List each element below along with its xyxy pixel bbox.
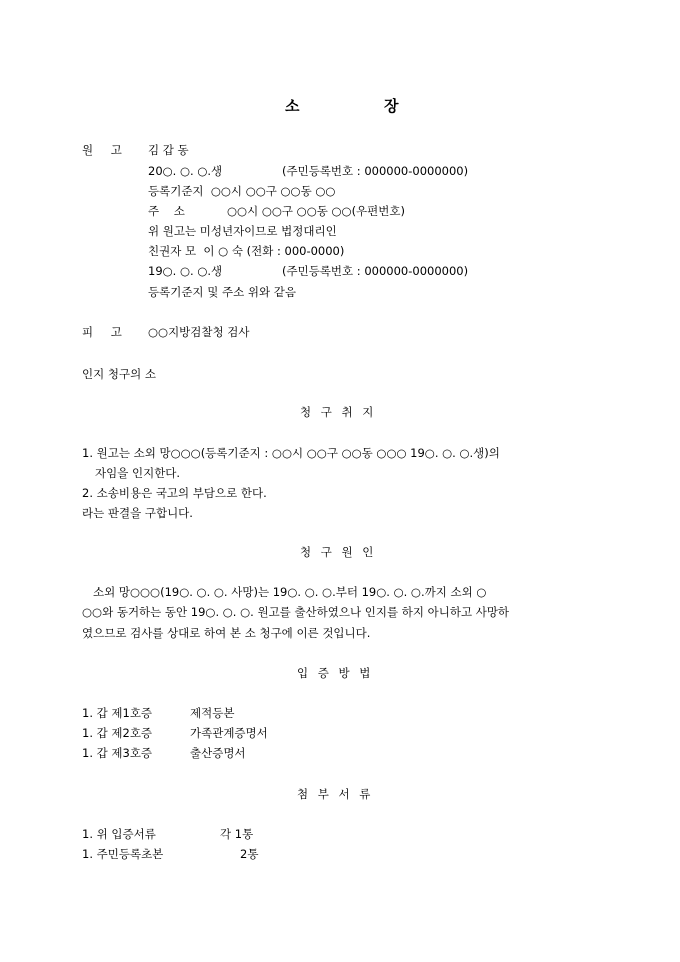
evidence-item-label: 1. 갑 제3호증: [82, 746, 153, 760]
evidence-item-label: 1. 갑 제1호증: [82, 706, 153, 720]
guardian-info: 친권자 모 이 ○ 숙 (전화 : 000-0000): [148, 244, 345, 258]
title-char-1: 소: [285, 97, 300, 115]
evidence-heading: 입 증 방 법: [297, 666, 371, 680]
attachment-item-label: 1. 주민등록초본: [82, 847, 164, 861]
attachment-item-value: 각 1통: [220, 827, 254, 841]
guardian-birth: 19○. ○. ○.생: [148, 264, 223, 278]
plaintiff-address: ○○시 ○○구 ○○동 ○○(우편번호): [227, 204, 405, 218]
cause-heading: 청 구 원 인: [300, 545, 374, 559]
plaintiff-rrn: (주민등록번호 : 000000-0000000): [282, 164, 469, 178]
cause-line-2: ○○와 동거하는 동안 19○. ○. ○. 원고를 출산하였으나 인지를 하지 아니하고 사망하: [82, 605, 510, 619]
guardian-rrn: (주민등록번호 : 000000-0000000): [282, 264, 469, 278]
evidence-item-value: 출산증명서: [190, 746, 246, 760]
defendant-label: 피 고: [82, 325, 122, 339]
purpose-item-1-line-2: 자임을 인지한다.: [95, 466, 181, 480]
purpose-item-2: 2. 소송비용은 국고의 부담으로 한다.: [82, 486, 267, 500]
plaintiff-registry: 등록기준지 ○○시 ○○구 ○○동 ○○: [148, 184, 336, 198]
evidence-item-label: 1. 갑 제2호증: [82, 726, 153, 740]
title-char-2: 장: [384, 97, 399, 115]
cause-line-1: 소외 망○○○(19○. ○. ○. 사망)는 19○. ○. ○.부터 19○. ○. ○.까지 소외 ○: [93, 585, 487, 599]
case-name: 인지 청구의 소: [82, 367, 156, 381]
evidence-item-value: 가족관계증명서: [190, 726, 268, 740]
attachments-heading: 첨 부 서 류: [297, 787, 371, 801]
minor-note: 위 원고는 미성년자이므로 법정대리인: [148, 224, 337, 238]
plaintiff-birth: 20○. ○. ○.생: [148, 164, 223, 178]
evidence-item-value: 제적등본: [190, 706, 235, 720]
purpose-heading: 청 구 취 지: [300, 405, 374, 419]
plaintiff-name: 김 갑 동: [148, 143, 189, 157]
plaintiff-address-label: 주 소: [148, 204, 185, 218]
purpose-closing: 라는 판결을 구합니다.: [82, 506, 193, 520]
attachment-item-value: 2통: [240, 847, 259, 861]
defendant-name: ○○지방검찰청 검사: [148, 325, 250, 339]
cause-line-3: 였으므로 검사를 상대로 하여 본 소 청구에 이른 것입니다.: [82, 626, 371, 640]
attachment-item-label: 1. 위 입증서류: [82, 827, 156, 841]
plaintiff-label: 원 고: [82, 143, 122, 157]
purpose-item-1-line-1: 1. 원고는 소외 망○○○(등록기준지 : ○○시 ○○구 ○○동 ○○○ 19○. ○. ○.생)의: [82, 446, 500, 460]
guardian-registry: 등록기준지 및 주소 위와 같음: [148, 285, 296, 299]
